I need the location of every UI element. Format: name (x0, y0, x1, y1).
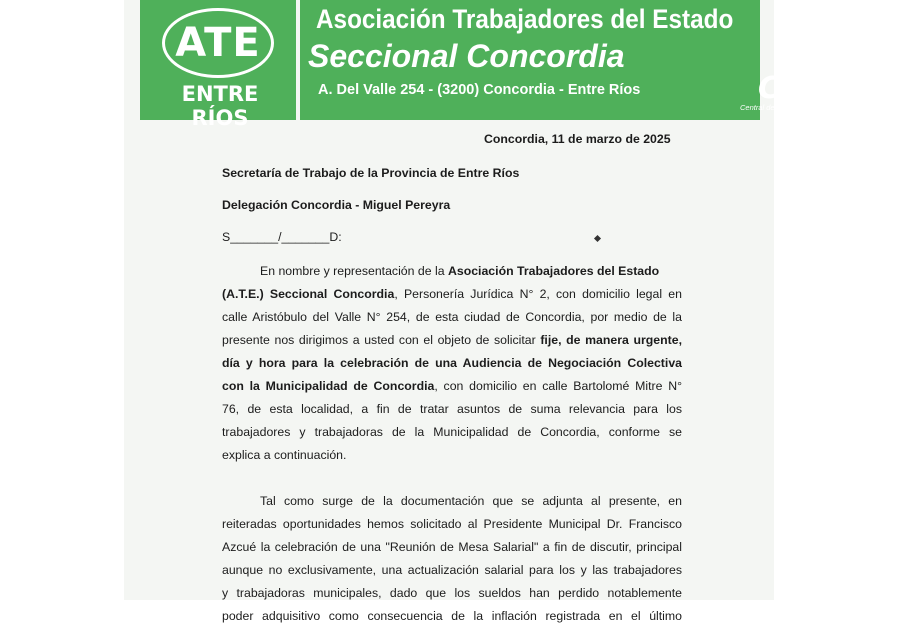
paragraph-1-line: con la Municipalidad de Concordia, con domicilio en calle Bartolomé Mitre N° (222, 379, 682, 393)
paragraph-1-line: calle Aristóbulo del Valle N° 254, de esta ciudad de Concordia, por medio de la (222, 310, 682, 324)
paragraph-1-line: presente nos dirigimos a usted con el objeto de solicitar fije, de manera urgente, (222, 333, 682, 347)
paragraph-1-line: trabajadores y trabajadoras de la Municipalidad de Concordia, conforme se (222, 425, 682, 439)
paragraph-1-line: día y hora para la celebración de una Audiencia de Negociación Colectiva (222, 356, 682, 370)
paragraph-2-line: Tal como surge de la documentación que se adjunta al presente, en (260, 494, 682, 508)
salutation: S_______/_______D: (222, 230, 342, 244)
paragraph-2-line: Azcué la celebración de una "Reunión de Mesa Salarial" a fin de discutir, principal (222, 540, 682, 554)
paragraph-2-line: aunque no exclusivamente, una actualización salarial para los y las trabajadores (222, 563, 682, 577)
organization-address: A. Del Valle 254 - (3200) Concordia - Entre Ríos (318, 82, 641, 98)
ate-logo-block (140, 0, 296, 130)
recipient-line-2: Delegación Concordia - Miguel Pereyra (222, 198, 451, 212)
paragraph-2-line: reiteradas oportunidades hemos solicitado al Presidente Municipal Dr. Francisco (222, 517, 682, 531)
recipient-line-1: Secretaría de Trabajo de la Provincia de Entre Ríos (222, 166, 520, 180)
paragraph-1-line: explica a continuación. (222, 448, 347, 462)
cta-logo: CTA (758, 71, 822, 106)
paragraph-1-line: (A.T.E.) Seccional Concordia, Personería Jurídica N° 2, con domicilio legal en (222, 287, 682, 301)
cta-subtitle: Central de los Trabajadores Argentinos (740, 103, 870, 112)
organization-name: Asociación Trabajadores del Estado (316, 4, 734, 34)
letter-date: Concordia, 11 de marzo de 2025 (484, 132, 671, 146)
logo-region-text: ENTRE RÍOS (181, 82, 259, 130)
letterhead (140, 0, 870, 130)
section-name: Seccional Concordia (308, 38, 625, 74)
paragraph-1-line: 76, de esta localidad, a fin de tratar asuntos de suma relevancia para los (222, 402, 682, 416)
ate-logo: ATE (162, 8, 274, 78)
paragraph-1-line: En nombre y representación de la Asociación Trabajadores del Estado (260, 264, 660, 278)
paragraph-2-line: y trabajadoras municipales, dado que los sueldos han perdido notablemente (222, 586, 682, 600)
title-block (300, 0, 870, 120)
paragraph-2-line: poder adquisitivo como consecuencia de la inflación registrada en el último (222, 609, 682, 623)
